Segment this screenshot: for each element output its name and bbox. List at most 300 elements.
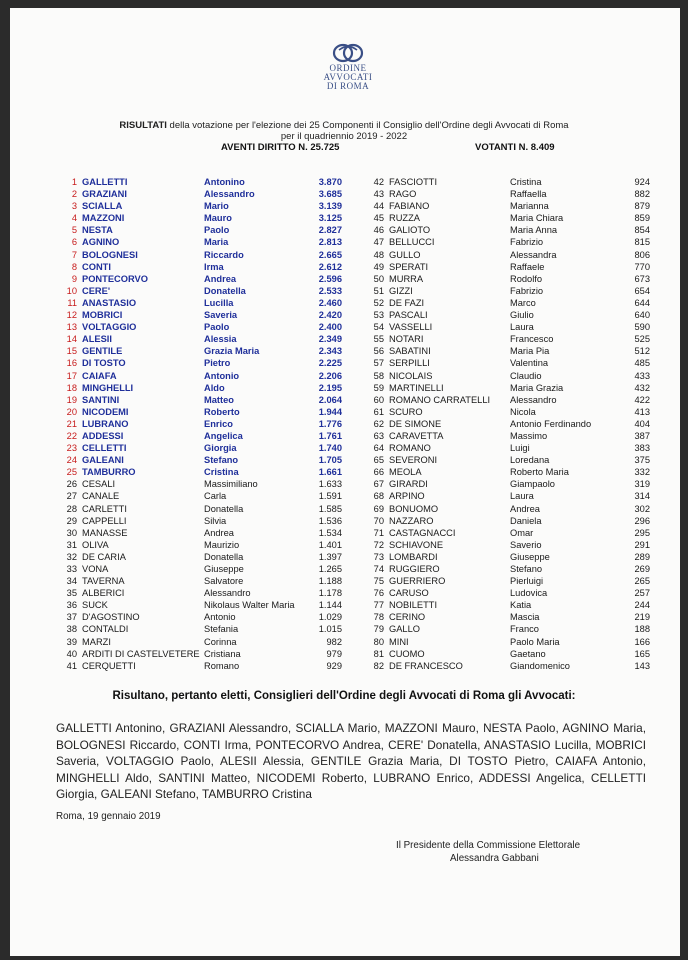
result-surname: NICODEMI <box>82 406 129 417</box>
result-votes: 882 <box>634 189 650 200</box>
logo-line-3: DI ROMA <box>326 81 370 91</box>
aventi-diritto: AVENTI DIRITTO N. 25.725 <box>221 142 340 153</box>
result-first-name: Laura <box>510 322 534 333</box>
result-surname: VOLTAGGIO <box>82 322 137 333</box>
result-surname: SPERATI <box>389 261 429 272</box>
result-surname: LUBRANO <box>82 418 129 429</box>
result-votes: 929 <box>326 660 342 671</box>
result-votes: 1.591 <box>318 491 342 502</box>
result-votes: 859 <box>634 213 650 224</box>
result-surname: GALEANI <box>82 455 124 466</box>
result-votes: 1.661 <box>318 467 342 478</box>
result-votes: 879 <box>634 201 650 212</box>
result-rank: 18 <box>66 382 77 393</box>
result-first-name: Andrea <box>204 273 237 284</box>
result-votes: 982 <box>326 636 342 647</box>
result-votes: 143 <box>634 660 650 671</box>
result-rank: 32 <box>66 551 77 562</box>
result-first-name: Grazia Maria <box>204 346 260 357</box>
result-rank: 65 <box>373 455 384 466</box>
result-rank: 75 <box>373 576 384 587</box>
result-first-name: Massimo <box>510 430 548 441</box>
result-first-name: Maria <box>204 237 229 248</box>
result-first-name: Maria Pia <box>510 346 550 357</box>
result-votes: 291 <box>634 539 650 550</box>
result-rank: 14 <box>66 334 77 345</box>
result-rank: 16 <box>66 358 77 369</box>
result-surname: MINGHELLI <box>82 382 134 393</box>
result-surname: NOBILETTI <box>389 600 438 611</box>
result-surname: CANALE <box>82 491 120 502</box>
result-votes: 269 <box>634 564 650 574</box>
result-votes: 979 <box>326 648 342 659</box>
result-votes: 2.400 <box>318 322 342 333</box>
result-surname: VONA <box>82 564 109 574</box>
result-votes: 1.776 <box>318 418 342 429</box>
result-votes: 2.596 <box>318 273 342 284</box>
result-surname: RUZZA <box>389 213 420 224</box>
result-surname: D'AGOSTINO <box>82 612 140 623</box>
result-first-name: Giulio <box>510 310 534 321</box>
result-rank: 40 <box>66 648 77 659</box>
result-surname: PASCALI <box>389 310 428 321</box>
result-rank: 20 <box>66 406 77 417</box>
result-votes: 383 <box>634 443 650 454</box>
result-votes: 2.064 <box>318 394 342 405</box>
result-rank: 44 <box>373 201 384 212</box>
result-first-name: Antonino <box>204 177 245 187</box>
result-surname: ALBERICI <box>82 588 125 599</box>
result-first-name: Donatella <box>204 285 246 296</box>
result-rank: 76 <box>373 588 384 599</box>
result-rank: 1 <box>71 177 77 187</box>
result-votes: 2.349 <box>318 334 342 345</box>
result-votes: 815 <box>634 237 650 248</box>
result-first-name: Gaetano <box>510 648 546 659</box>
result-rank: 55 <box>373 334 384 345</box>
result-surname: GULLO <box>389 249 421 260</box>
ordine-avvocati-logo <box>318 40 378 91</box>
result-rank: 30 <box>66 527 77 538</box>
result-surname: SUCK <box>82 600 108 611</box>
logo-line-1: ORDINE <box>329 63 367 73</box>
result-rank: 12 <box>66 310 77 321</box>
document-date: Roma, 19 gennaio 2019 <box>56 811 161 822</box>
result-votes: 1.029 <box>318 612 342 623</box>
result-surname: DI TOSTO <box>82 358 126 369</box>
result-surname: CAIAFA <box>82 370 117 381</box>
result-surname: LOMBARDI <box>389 551 438 562</box>
result-first-name: Cristina <box>204 467 239 478</box>
result-votes: 2.813 <box>318 237 342 248</box>
result-surname: CUOMO <box>389 648 425 659</box>
results-heading: Risultano, pertanto eletti, Consiglieri dell'Ordine degli Avvocati di Roma gli Avvocati: <box>112 690 576 702</box>
result-first-name: Giuseppe <box>204 564 244 574</box>
result-first-name: Omar <box>510 527 534 538</box>
result-first-name: Raffaele <box>510 261 545 272</box>
result-rank: 22 <box>66 430 77 441</box>
result-rank: 24 <box>66 455 77 466</box>
result-votes: 432 <box>634 382 650 393</box>
result-rank: 77 <box>373 600 384 611</box>
result-surname: GUERRIERO <box>389 576 446 587</box>
result-surname: GIRARDI <box>389 479 428 490</box>
result-rank: 28 <box>66 503 77 514</box>
logo-emblem-icon <box>331 40 365 64</box>
result-surname: CARAVETTA <box>389 430 444 441</box>
result-rank: 36 <box>66 600 77 611</box>
result-first-name: Silvia <box>204 515 227 526</box>
title-period: per il quadriennio 2019 - 2022 <box>280 131 408 142</box>
result-rank: 5 <box>71 225 77 236</box>
result-surname: GRAZIANI <box>82 189 127 200</box>
result-first-name: Paolo <box>204 225 230 236</box>
result-votes: 1.144 <box>318 600 342 611</box>
result-surname: FASCIOTTI <box>389 177 438 187</box>
result-rank: 31 <box>66 539 77 550</box>
result-rank: 50 <box>373 273 384 284</box>
result-rank: 13 <box>66 322 77 333</box>
result-surname: NICOLAIS <box>389 370 433 381</box>
result-votes: 404 <box>634 418 650 429</box>
result-surname: SEVERONI <box>389 455 438 466</box>
result-rank: 79 <box>373 624 384 635</box>
result-votes: 332 <box>634 467 650 478</box>
result-rank: 51 <box>373 285 384 296</box>
result-votes: 265 <box>634 576 650 587</box>
result-votes: 1.585 <box>318 503 342 514</box>
result-votes: 924 <box>634 177 650 187</box>
result-votes: 644 <box>634 297 650 308</box>
title-text: della votazione per l'elezione dei 25 Componenti il Consiglio dell'Ordine degli Avvocati di Roma <box>166 120 569 131</box>
result-rank: 35 <box>66 588 77 599</box>
result-first-name: Roberto Maria <box>510 467 569 478</box>
result-rank: 71 <box>373 527 384 538</box>
result-surname: GENTILE <box>82 346 123 357</box>
result-rank: 49 <box>373 261 384 272</box>
result-first-name: Riccardo <box>204 249 244 260</box>
result-surname: BONUOMO <box>389 503 439 514</box>
result-surname: ALESII <box>82 334 112 345</box>
result-first-name: Romano <box>204 660 240 671</box>
result-first-name: Donatella <box>204 551 244 562</box>
result-rank: 29 <box>66 515 77 526</box>
result-first-name: Roberto <box>204 406 240 417</box>
result-votes: 2.343 <box>318 346 342 357</box>
result-surname: GIZZI <box>389 285 413 296</box>
result-surname: DE FAZI <box>389 297 425 308</box>
result-first-name: Maurizio <box>204 539 240 550</box>
result-rank: 43 <box>373 189 384 200</box>
result-surname: CARUSO <box>389 588 429 599</box>
result-first-name: Stefano <box>510 564 543 574</box>
result-first-name: Irma <box>204 261 224 272</box>
result-first-name: Matteo <box>204 394 234 405</box>
result-surname: CONTI <box>82 261 111 272</box>
result-rank: 39 <box>66 636 77 647</box>
result-votes: 640 <box>634 310 650 321</box>
result-surname: MURRA <box>389 273 424 284</box>
result-rank: 56 <box>373 346 384 357</box>
result-surname: MOBRICI <box>82 310 123 321</box>
result-first-name: Marianna <box>510 201 549 212</box>
result-surname: NOTARI <box>389 334 424 345</box>
result-first-name: Carla <box>204 491 227 502</box>
result-first-name: Paolo <box>204 322 230 333</box>
result-first-name: Maria Grazia <box>510 382 564 393</box>
result-first-name: Claudio <box>510 370 542 381</box>
result-votes: 1.265 <box>318 564 342 574</box>
result-first-name: Antonio <box>204 612 236 623</box>
result-first-name: Antonio <box>204 370 240 381</box>
result-rank: 8 <box>71 261 77 272</box>
result-first-name: Andrea <box>510 503 540 514</box>
result-votes: 296 <box>634 515 650 526</box>
result-rank: 61 <box>373 406 384 417</box>
result-first-name: Ludovica <box>510 588 548 599</box>
result-surname: NESTA <box>82 225 113 236</box>
result-votes: 525 <box>634 334 650 345</box>
result-votes: 2.225 <box>318 358 342 369</box>
result-first-name: Valentina <box>510 358 549 369</box>
result-surname: GALLETTI <box>82 177 128 187</box>
result-votes: 1.536 <box>318 515 342 526</box>
result-rank: 21 <box>66 418 77 429</box>
result-votes: 2.206 <box>318 370 342 381</box>
result-surname: RUGGIERO <box>389 564 440 574</box>
result-surname: GALLO <box>389 624 421 635</box>
result-first-name: Stefania <box>204 624 239 635</box>
result-votes: 1.397 <box>318 551 342 562</box>
result-first-name: Enrico <box>204 418 233 429</box>
result-rank: 54 <box>373 322 384 333</box>
result-first-name: Paolo Maria <box>510 636 560 647</box>
result-rank: 17 <box>66 370 77 381</box>
result-first-name: Stefano <box>204 455 239 466</box>
result-surname: CERQUETTI <box>82 660 136 671</box>
result-surname: CONTALDI <box>82 624 129 635</box>
result-first-name: Massimiliano <box>204 479 258 490</box>
result-first-name: Loredana <box>510 455 550 466</box>
result-surname: MARTINELLI <box>389 382 444 393</box>
result-first-name: Maria Anna <box>510 225 558 236</box>
result-votes: 3.125 <box>318 213 342 224</box>
result-first-name: Cristina <box>510 177 542 187</box>
result-surname: GALIOTO <box>389 225 431 236</box>
result-rank: 58 <box>373 370 384 381</box>
result-surname: CARLETTI <box>82 503 127 514</box>
result-first-name: Nikolaus Walter Maria <box>204 600 295 611</box>
result-votes: 413 <box>634 406 650 417</box>
result-votes: 1.740 <box>318 443 342 454</box>
result-rank: 73 <box>373 551 384 562</box>
result-surname: SANTINI <box>82 394 120 405</box>
result-surname: BOLOGNESI <box>82 249 138 260</box>
result-first-name: Cristiana <box>204 648 241 659</box>
result-votes: 1.188 <box>318 576 342 587</box>
result-first-name: Lucilla <box>204 297 234 308</box>
result-rank: 3 <box>71 201 77 212</box>
result-surname: CASTAGNACCI <box>389 527 456 538</box>
result-votes: 219 <box>634 612 650 623</box>
result-rank: 48 <box>373 249 384 260</box>
result-votes: 188 <box>634 624 650 635</box>
result-surname: NAZZARO <box>389 515 434 526</box>
result-first-name: Mauro <box>204 213 232 224</box>
result-first-name: Pietro <box>204 358 231 369</box>
result-first-name: Alessandro <box>204 189 255 200</box>
result-surname: ROMANO <box>389 443 431 454</box>
result-surname: OLIVA <box>82 539 109 550</box>
result-first-name: Alessandro <box>510 394 557 405</box>
result-first-name: Aldo <box>204 382 225 393</box>
result-rank: 45 <box>373 213 384 224</box>
result-rank: 25 <box>66 467 77 478</box>
result-rank: 2 <box>71 189 77 200</box>
result-votes: 2.460 <box>318 297 342 308</box>
result-surname: MAZZONI <box>82 213 125 224</box>
result-rank: 52 <box>373 297 384 308</box>
result-votes: 1.015 <box>318 624 342 635</box>
result-first-name: Giorgia <box>204 443 237 454</box>
signature-role: Il Presidente della Commissione Elettorale <box>396 840 581 851</box>
result-first-name: Alessandro <box>204 588 251 599</box>
result-surname: MEOLA <box>389 467 422 478</box>
result-first-name: Katia <box>510 600 532 611</box>
result-rank: 72 <box>373 539 384 550</box>
result-votes: 295 <box>634 527 650 538</box>
result-votes: 166 <box>634 636 650 647</box>
result-votes: 1.761 <box>318 430 342 441</box>
result-first-name: Alessandra <box>510 249 557 260</box>
result-surname: MINI <box>389 636 409 647</box>
result-rank: 69 <box>373 503 384 514</box>
result-first-name: Marco <box>510 297 536 308</box>
elected-list: GALLETTI Antonino, GRAZIANI Alessandro, SCIALLA Mario, MAZZONI Mauro, NESTA Paolo, AGNINO Maria, BOLOGNESI Riccardo, CONTI Irma, PONTECORVO Andrea, CERE' Donatella, ANASTASIO Lucilla, MOBRICI Saveria, VOLTAGGIO Paolo, ALESII Alessia, GENTILE Grazia Maria, DI TOSTO Pietro, CAIAFA Antonio, MINGHELLI Aldo, SANTINI Matteo, NICODEMI Roberto, LUBRANO Enrico, ADDESSI Angelica, CELLETTI Giorgia, GALEANI Stefano, TAMBURRO Cristina <box>56 721 646 801</box>
result-surname: SCURO <box>389 406 423 417</box>
result-first-name: Fabrizio <box>510 237 544 248</box>
result-surname: ANASTASIO <box>82 297 137 308</box>
result-surname: ROMANO CARRATELLI <box>389 394 491 405</box>
result-rank: 59 <box>373 382 384 393</box>
result-surname: CAPPELLI <box>82 515 127 526</box>
result-votes: 375 <box>634 455 650 466</box>
result-first-name: Nicola <box>510 406 536 417</box>
result-surname: TAVERNA <box>82 576 125 587</box>
result-votes: 244 <box>634 600 650 611</box>
result-rank: 27 <box>66 491 77 502</box>
result-surname: CELLETTI <box>82 443 127 454</box>
result-first-name: Mascia <box>510 612 540 623</box>
result-first-name: Antonio Ferdinando <box>510 418 592 429</box>
result-votes: 673 <box>634 273 650 284</box>
votanti: VOTANTI N. 8.409 <box>475 142 555 153</box>
result-rank: 81 <box>373 648 384 659</box>
result-surname: ARDITI DI CASTELVETERE <box>82 648 200 659</box>
signature-name: Alessandra Gabbani <box>450 853 539 864</box>
result-votes: 770 <box>634 261 650 272</box>
result-surname: RAGO <box>389 189 417 200</box>
result-votes: 854 <box>634 225 650 236</box>
result-surname: ARPINO <box>389 491 425 502</box>
result-rank: 64 <box>373 443 384 454</box>
result-votes: 1.401 <box>318 539 342 550</box>
result-surname: TAMBURRO <box>82 467 136 478</box>
result-votes: 289 <box>634 551 650 562</box>
result-rank: 9 <box>71 273 77 284</box>
result-rank: 26 <box>66 479 77 490</box>
result-first-name: Giandomenico <box>510 660 570 671</box>
result-surname: FABIANO <box>389 201 430 212</box>
result-first-name: Mario <box>204 201 229 212</box>
result-votes: 257 <box>634 588 650 599</box>
result-votes: 2.195 <box>318 382 342 393</box>
logo-line-2: AVVOCATI <box>323 72 373 82</box>
result-rank: 15 <box>66 346 77 357</box>
result-votes: 3.685 <box>318 189 342 200</box>
result-surname: CESALI <box>82 479 116 490</box>
result-first-name: Raffaella <box>510 189 547 200</box>
result-first-name: Fabrizio <box>510 285 544 296</box>
result-first-name: Francesco <box>510 334 554 345</box>
result-rank: 67 <box>373 479 384 490</box>
result-first-name: Alessia <box>204 334 237 345</box>
page-title <box>0 120 688 131</box>
result-rank: 19 <box>66 394 77 405</box>
result-votes: 654 <box>634 285 650 296</box>
result-first-name: Laura <box>510 491 534 502</box>
result-rank: 4 <box>71 213 77 224</box>
result-votes: 314 <box>634 491 650 502</box>
result-rank: 57 <box>373 358 384 369</box>
result-votes: 165 <box>634 648 650 659</box>
result-first-name: Luigi <box>510 443 530 454</box>
result-votes: 1.178 <box>318 588 342 599</box>
result-first-name: Maria Chiara <box>510 213 564 224</box>
result-rank: 70 <box>373 515 384 526</box>
result-surname: SCHIAVONE <box>389 539 444 550</box>
result-rank: 7 <box>71 249 77 260</box>
result-first-name: Daniela <box>510 515 542 526</box>
result-rank: 53 <box>373 310 384 321</box>
result-surname: AGNINO <box>82 237 120 248</box>
result-rank: 6 <box>71 237 77 248</box>
result-rank: 74 <box>373 564 384 574</box>
result-first-name: Corinna <box>204 636 237 647</box>
result-surname: ADDESSI <box>82 430 124 441</box>
result-rank: 41 <box>66 660 77 671</box>
result-votes: 433 <box>634 370 650 381</box>
result-rank: 23 <box>66 443 77 454</box>
result-votes: 485 <box>634 358 650 369</box>
result-first-name: Giuseppe <box>510 551 550 562</box>
result-surname: CERE' <box>82 285 111 296</box>
result-surname: PONTECORVO <box>82 273 148 284</box>
result-votes: 806 <box>634 249 650 260</box>
result-first-name: Saveria <box>204 310 238 321</box>
result-first-name: Andrea <box>204 527 234 538</box>
result-first-name: Pierluigi <box>510 576 544 587</box>
result-rank: 47 <box>373 237 384 248</box>
result-rank: 42 <box>373 177 384 187</box>
result-rank: 37 <box>66 612 77 623</box>
result-surname: DE CARIA <box>82 551 126 562</box>
result-votes: 422 <box>634 394 650 405</box>
title-bold: RISULTATI <box>119 120 167 131</box>
result-votes: 2.827 <box>318 225 342 236</box>
result-first-name: Donatella <box>204 503 244 514</box>
result-rank: 46 <box>373 225 384 236</box>
